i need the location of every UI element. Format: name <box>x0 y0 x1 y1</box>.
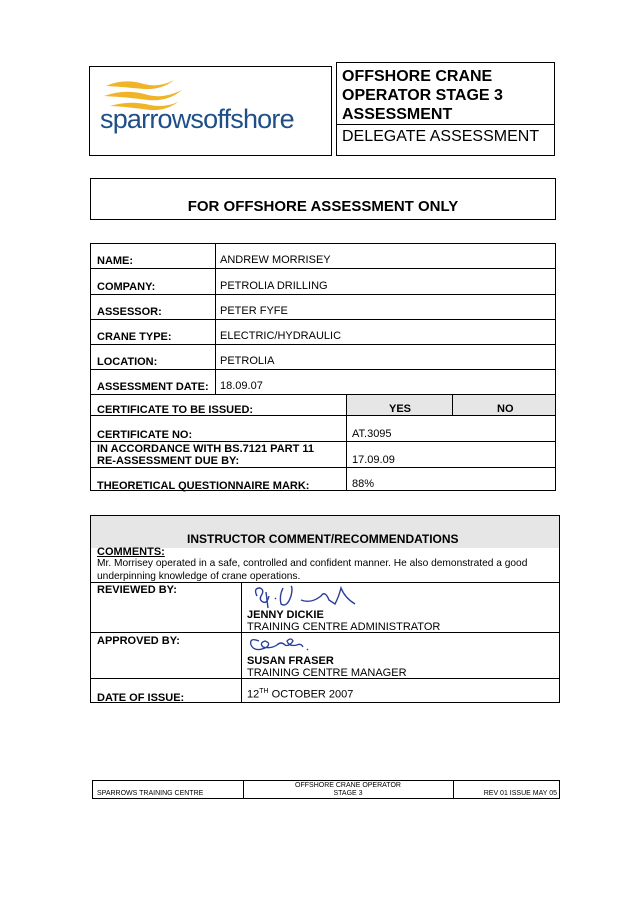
company-label: COMPANY: <box>97 281 156 293</box>
reviewer-name: JENNY DICKIE <box>247 609 324 621</box>
certificate-no-value: AT.3095 <box>352 428 392 440</box>
row-divider <box>91 394 555 395</box>
col-divider <box>215 244 216 394</box>
footer-center-line-2: STAGE 3 <box>333 790 363 797</box>
date-of-issue-value <box>247 688 353 701</box>
comments-line-1: Mr. Morrisey operated in a safe, controlled and confident manner. He also demonstrated a good <box>97 558 528 569</box>
row-divider <box>91 369 555 370</box>
assessor-label: ASSESSOR: <box>97 306 162 318</box>
footer-left: SPARROWS TRAINING CENTRE <box>97 790 204 797</box>
assessment-date-value: 18.09.07 <box>220 380 263 392</box>
row-divider <box>91 319 555 320</box>
name-label: NAME: <box>97 255 134 267</box>
logo-wordmark: sparrowsoffshore <box>100 104 294 134</box>
row-divider <box>91 344 555 345</box>
approved-by-label: APPROVED BY: <box>97 635 180 647</box>
title-line-2: OPERATOR STAGE 3 <box>342 87 503 104</box>
reassessment-label: RE-ASSESSMENT DUE BY: <box>97 455 240 467</box>
accordance-label: IN ACCORDANCE WITH BS.7121 PART 11 <box>97 443 314 455</box>
col-divider <box>452 394 453 415</box>
row-divider <box>91 467 555 468</box>
row-divider <box>91 268 555 269</box>
approver-title: TRAINING CENTRE MANAGER <box>247 667 407 679</box>
date-day: 12 <box>247 688 260 701</box>
approver-name: SUSAN FRASER <box>247 655 334 667</box>
reviewer-title: TRAINING CENTRE ADMINISTRATOR <box>247 621 441 633</box>
crane-type-label: CRANE TYPE: <box>97 331 172 343</box>
instructor-table <box>90 515 560 703</box>
row-divider <box>91 441 555 442</box>
date-of-issue-label: DATE OF ISSUE: <box>97 692 185 704</box>
title-line-3: ASSESSMENT <box>342 106 453 123</box>
certificate-label: CERTIFICATE TO BE ISSUED: <box>97 404 254 416</box>
assessor-value: PETER FYFE <box>220 305 288 317</box>
crane-type-value: ELECTRIC/HYDRAULIC <box>220 330 342 342</box>
assessment-date-label: ASSESSMENT DATE: <box>97 381 209 393</box>
company-value: PETROLIA DRILLING <box>220 280 328 292</box>
subtitle: DELEGATE ASSESSMENT <box>342 128 540 145</box>
title-line-1: OFFSHORE CRANE <box>342 68 493 85</box>
name-value: ANDREW MORRISEY <box>220 254 331 266</box>
reviewer-signature-icon <box>251 582 361 612</box>
banner-title: FOR OFFSHORE ASSESSMENT ONLY <box>187 198 459 215</box>
questionnaire-value: 88% <box>352 478 375 490</box>
instructor-heading: INSTRUCTOR COMMENT/RECOMMENDATIONS <box>187 532 459 546</box>
reassessment-value: 17.09.09 <box>352 454 395 466</box>
comments-line-2: underpinning knowledge of crane operations. <box>97 571 301 582</box>
approver-signature-icon <box>247 633 317 655</box>
footer-right: REV 01 ISSUE MAY 05 <box>483 790 557 797</box>
col-divider <box>241 582 242 702</box>
date-rest: OCTOBER 2007 <box>268 688 354 701</box>
row-divider <box>91 678 559 679</box>
certificate-no-label: CERTIFICATE NO: <box>97 429 193 441</box>
date-suffix: TH <box>259 688 269 695</box>
comments-label: COMMENTS: <box>97 546 165 558</box>
row-divider <box>91 632 559 633</box>
no-label: NO <box>497 403 514 415</box>
details-table <box>90 243 556 491</box>
row-divider <box>91 294 555 295</box>
title-divider <box>336 124 555 125</box>
footer-center-line-1: OFFSHORE CRANE OPERATOR <box>295 782 401 789</box>
yes-label: YES <box>389 403 412 415</box>
location-value: PETROLIA <box>220 355 275 367</box>
footer-table <box>92 780 560 799</box>
questionnaire-label: THEORETICAL QUESTIONNAIRE MARK: <box>97 480 310 492</box>
location-label: LOCATION: <box>97 356 158 368</box>
col-divider <box>346 394 347 490</box>
reviewed-by-label: REVIEWED BY: <box>97 584 177 596</box>
